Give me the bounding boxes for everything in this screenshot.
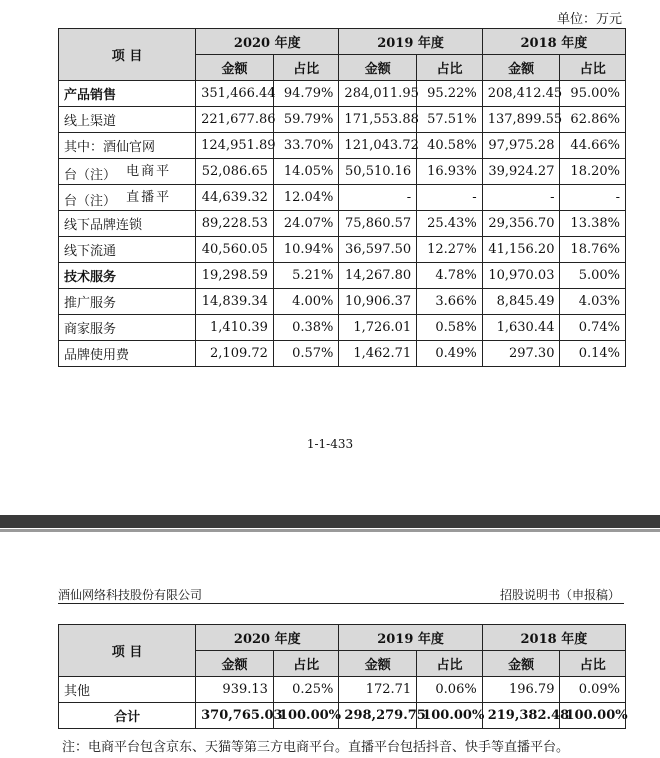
ratio-cell: 62.86% (560, 107, 626, 133)
ratio-cell: 95.00% (560, 81, 626, 107)
row-label (59, 185, 196, 211)
row-label: 合计 (59, 703, 196, 729)
header-ratio: 占比 (417, 651, 483, 677)
amount-cell: 29,356.70 (482, 211, 560, 237)
amount-cell: 10,970.03 (482, 263, 560, 289)
amount-cell: 14,839.34 (196, 289, 274, 315)
header-year-2020: 2020 年度 (196, 625, 339, 651)
amount-cell: 52,086.65 (196, 159, 274, 185)
ratio-cell: 12.27% (417, 237, 483, 263)
header-year-2018: 2018 年度 (482, 625, 625, 651)
ratio-cell: 0.14% (560, 341, 626, 367)
row-label: 其中：酒仙官网 (59, 133, 196, 159)
amount-cell: 39,924.27 (482, 159, 560, 185)
amount-cell: 1,630.44 (482, 315, 560, 341)
amount-cell: 939.13 (196, 677, 274, 703)
ratio-cell: 40.58% (417, 133, 483, 159)
ratio-cell: 0.49% (417, 341, 483, 367)
amount-cell: 124,951.89 (196, 133, 274, 159)
amount-cell: 196.79 (482, 677, 560, 703)
row-label: 其他 (59, 677, 196, 703)
amount-cell: 1,726.01 (339, 315, 417, 341)
table-row (59, 341, 626, 367)
amount-cell: 1,410.39 (196, 315, 274, 341)
row-label: 线下品牌连锁 (59, 211, 196, 237)
ratio-cell: 100.00% (560, 703, 626, 729)
running-header-company: 酒仙网络科技股份有限公司 (58, 588, 203, 602)
ratio-cell: 4.00% (273, 289, 339, 315)
table-row (59, 211, 626, 237)
amount-cell: 89,228.53 (196, 211, 274, 237)
ratio-cell: 18.76% (560, 237, 626, 263)
amount-cell: 44,639.32 (196, 185, 274, 211)
header-ratio: 占比 (560, 651, 626, 677)
header-year-2019: 2019 年度 (339, 29, 482, 55)
amount-cell: 172.71 (339, 677, 417, 703)
ratio-cell: 18.20% (560, 159, 626, 185)
ratio-cell: 33.70% (273, 133, 339, 159)
unit-label: 单位：万元 (556, 12, 622, 27)
amount-cell: 351,466.44 (196, 81, 274, 107)
table-footnote: 注：电商平台包含京东、天猫等第三方电商平台。直播平台包括抖音、快手等直播平台。 (62, 740, 570, 755)
running-header-rule (58, 603, 624, 604)
revenue-table-part1 (58, 28, 626, 367)
table-row (59, 289, 626, 315)
amount-cell: 2,109.72 (196, 341, 274, 367)
ratio-cell: 24.07% (273, 211, 339, 237)
ratio-cell: 0.06% (417, 677, 483, 703)
row-label: 商家服务 (59, 315, 196, 341)
row-label: 产品销售 (59, 81, 196, 107)
amount-cell: 97,975.28 (482, 133, 560, 159)
row-label-line2: 台（注） (64, 194, 117, 209)
amount-cell: 219,382.48 (482, 703, 560, 729)
table-row (59, 185, 626, 211)
row-label: 品牌使用费 (59, 341, 196, 367)
ratio-cell: 4.03% (560, 289, 626, 315)
header-ratio: 占比 (273, 651, 339, 677)
amount-cell: 8,845.49 (482, 289, 560, 315)
table-row (59, 81, 626, 107)
table-row (59, 237, 626, 263)
table-row (59, 263, 626, 289)
amount-cell: 221,677.86 (196, 107, 274, 133)
amount-cell: 40,560.05 (196, 237, 274, 263)
header-item: 项 目 (59, 29, 196, 81)
header-year-2019: 2019 年度 (339, 625, 482, 651)
amount-cell: - (339, 185, 417, 211)
ratio-cell: 14.05% (273, 159, 339, 185)
page-break-shadow (0, 529, 660, 532)
ratio-cell: 57.51% (417, 107, 483, 133)
header-amount: 金额 (482, 55, 560, 81)
header-amount: 金额 (339, 651, 417, 677)
ratio-cell: 100.00% (273, 703, 339, 729)
header-year-2018: 2018 年度 (482, 29, 625, 55)
row-label: 线下流通 (59, 237, 196, 263)
row-label: 线上渠道 (59, 107, 196, 133)
ratio-cell: 25.43% (417, 211, 483, 237)
ratio-cell: 59.79% (273, 107, 339, 133)
row-label: 推广服务 (59, 289, 196, 315)
amount-cell: 19,298.59 (196, 263, 274, 289)
ratio-cell: - (560, 185, 626, 211)
ratio-cell: 12.04% (273, 185, 339, 211)
header-amount: 金额 (196, 651, 274, 677)
amount-cell: 41,156.20 (482, 237, 560, 263)
ratio-cell: 10.94% (273, 237, 339, 263)
row-label: 技术服务 (59, 263, 196, 289)
amount-cell: 1,462.71 (339, 341, 417, 367)
amount-cell: 298,279.75 (339, 703, 417, 729)
header-amount: 金额 (196, 55, 274, 81)
header-ratio: 占比 (417, 55, 483, 81)
ratio-cell: 100.00% (417, 703, 483, 729)
ratio-cell: 0.09% (560, 677, 626, 703)
row-label-line1: 直播平 (126, 190, 172, 205)
header-year-2020: 2020 年度 (196, 29, 339, 55)
ratio-cell: 5.21% (273, 263, 339, 289)
ratio-cell: 44.66% (560, 133, 626, 159)
amount-cell: 284,011.95 (339, 81, 417, 107)
table-row (59, 703, 626, 729)
row-label-line2: 台（注） (64, 168, 117, 183)
ratio-cell: 0.38% (273, 315, 339, 341)
amount-cell: 14,267.80 (339, 263, 417, 289)
amount-cell: - (482, 185, 560, 211)
row-label (59, 159, 196, 185)
ratio-cell: 94.79% (273, 81, 339, 107)
table-row (59, 107, 626, 133)
ratio-cell: 13.38% (560, 211, 626, 237)
header-amount: 金额 (339, 55, 417, 81)
amount-cell: 370,765.03 (196, 703, 274, 729)
ratio-cell: 0.58% (417, 315, 483, 341)
table-row (59, 677, 626, 703)
ratio-cell: - (417, 185, 483, 211)
row-label-line1: 电商平 (126, 164, 172, 179)
page-number: 1-1-433 (306, 437, 354, 451)
amount-cell: 208,412.45 (482, 81, 560, 107)
amount-cell: 297.30 (482, 341, 560, 367)
amount-cell: 36,597.50 (339, 237, 417, 263)
amount-cell: 50,510.16 (339, 159, 417, 185)
header-ratio: 占比 (560, 55, 626, 81)
page-break-band (0, 515, 660, 528)
amount-cell: 121,043.72 (339, 133, 417, 159)
header-item: 项 目 (59, 625, 196, 677)
ratio-cell: 5.00% (560, 263, 626, 289)
ratio-cell: 0.25% (273, 677, 339, 703)
revenue-table-part2 (58, 624, 626, 729)
ratio-cell: 3.66% (417, 289, 483, 315)
ratio-cell: 16.93% (417, 159, 483, 185)
ratio-cell: 4.78% (417, 263, 483, 289)
table-row (59, 133, 626, 159)
running-header-document: 招股说明书（申报稿） (499, 588, 620, 602)
header-ratio: 占比 (273, 55, 339, 81)
amount-cell: 75,860.57 (339, 211, 417, 237)
ratio-cell: 0.57% (273, 341, 339, 367)
amount-cell: 171,553.88 (339, 107, 417, 133)
table-row (59, 315, 626, 341)
table-row (59, 159, 626, 185)
header-amount: 金额 (482, 651, 560, 677)
ratio-cell: 95.22% (417, 81, 483, 107)
amount-cell: 137,899.55 (482, 107, 560, 133)
ratio-cell: 0.74% (560, 315, 626, 341)
amount-cell: 10,906.37 (339, 289, 417, 315)
